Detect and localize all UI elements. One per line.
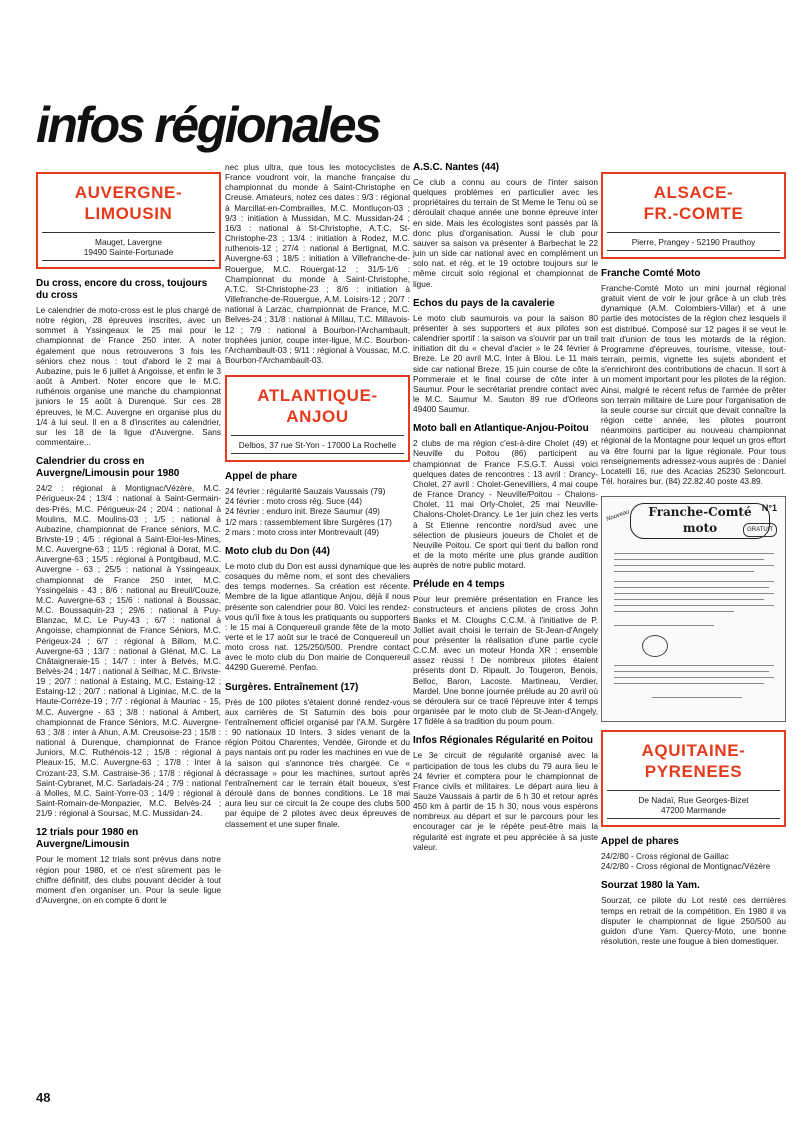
article-heading: 12 trials pour 1980 en Auvergne/Limousin — [36, 827, 139, 851]
article-body: Le calendrier de moto-cross est le plus chargé de notre région, 28 épreuves inscrites, avec un sommet à Yssingeaux le 25 mai pour le championnat de France 250 inter. A noter également que nous retrouverons 3 fois les séniors chez nous : tout d'abord le 2 mai à Aubazine, puis le 6 juillet à Angoisse, et enfin le 3 août à Ambert. Noter encore que le M.C. ruthénois organise une manche du championnat juniors le 15 août à Durenque. Sur ces 28 épreuves, le M.C. Auvergne en organise plus du 1/4 à lui seul. Il en a 8 d'inscrites au calendrier, sur les 18 de la ligue d'Auvergne. Sans commentaire... — [36, 305, 221, 448]
text-line — [614, 571, 754, 572]
column-2 — [225, 162, 410, 831]
article-heading: Du cross, encore du cross, toujours du cross — [36, 278, 208, 301]
article-heading: Calendrier du cross en Auvergne/Limousin pour 1980 — [36, 456, 180, 480]
region-header-auvergne — [36, 172, 221, 269]
region-title: AQUITAINE-PYRENEES — [641, 741, 746, 782]
event-line: 2 mars : moto cross inter Montrevault (49) — [225, 526, 380, 537]
cartoon-bubble-icon — [642, 635, 668, 657]
article-heading: A.S.C. Nantes (44) — [413, 162, 500, 173]
page-number: 48 — [36, 1090, 51, 1105]
article-body: Sourzat, ce pilote du Lot resté ces dernières temps en retrait de la compétition. En 1980 il va disputer le championnat de ligue 250/500 au guidon d'une Yam. Quercy-Moto, une bonne résolution, reste une fougue à bien domestiquer. — [601, 895, 786, 947]
text-line — [614, 581, 774, 582]
article-heading: Infos Régionales Régularité en Poitou — [413, 735, 594, 747]
article — [225, 471, 410, 537]
event-line: 24 février : régularité Sauzais Vaussais (79) — [225, 486, 386, 497]
article-heading: Surgères. Entraînement (17) — [225, 681, 359, 693]
article-heading: Appel de phares — [601, 836, 679, 848]
article — [601, 836, 786, 871]
article — [413, 579, 598, 726]
article — [225, 162, 410, 365]
text-line — [614, 683, 764, 684]
newsletter-issue: N°1 — [761, 503, 777, 514]
article-body: Le moto club du Don est aussi dynamique que les cosaques du même nom, et sont des chevaliers des temps modernes. Sa création est récente. Membre de la ligue atlantique Anjou, déjà il nous présente son calendrier pour 80. Voici les rendez-vous qu'il fixe à tous les pratiquants ou supporters : le 15 mai à Conquereuil grande fête de la moto verte et le 17 août sur le tracé de Conquereuil un moto cross nat. 125/250/500. Prendre contact avec le moto club du Don mairie de Conquereuil 44290 Gueremé. Penfao. — [225, 560, 410, 673]
article-body: nec plus ultra, que tous les motocyclistes de France voudront voir, la manche française du championnat du monde à Saint-Christophe en Creuse. Amateurs, notez ces dates : 9/3 : régional à Marcillat-en-Combrailles, M.C. Montluçon-03 ; 9/3 : initiation à Mussidan, M.C. Mussidan-24 ; 16/3 : national à St-Christophe, A.T.C. St-Christophe-23 ; 13/4 : initiation à Rodez, M.C. ruthenois-12 ; 27/4 : national à Bertignat, M.C. Auvergne-63 ; 18/5 : initiation à Villefranche-de-Rouergue, M.C. Rouergat-12 ; 31/5-1/6 : Championnat du monde à Saint-Christophe, A.T.C. St-Christophe-23 ; 8/6 : initiation à Villefranche-de-Rouergue, A.M. Loisirs-12 ; 20/7 : national à Larzac, championnat de France, M.C. Belves-24 ; 31/8 : national à Millau, T.C. Millavois-12 ; 7/9 : national à Bourbon-l'Archambault, trophées junior, coupe inter-ligue, M.C. Bourbon-l'Archambault-03 ; 9/11 : régional à Voussac, M.C. Bourbon-l'Archambault-03. — [225, 162, 410, 365]
article-heading: Prélude en 4 temps — [413, 579, 505, 591]
article — [225, 546, 410, 673]
text-line — [614, 599, 764, 600]
newsletter-badge: GRATUIT — [743, 523, 777, 537]
text-line — [614, 677, 774, 678]
region-header-aquitaine — [601, 730, 786, 827]
text-line — [614, 665, 774, 666]
newsletter-tag: Nouveau — [605, 509, 631, 524]
article-heading: Moto ball en Atlantique-Anjou-Poitou — [413, 423, 589, 435]
article-body: Pour leur première présentation en France les constructeurs et anciens pilotes de cross John Banks et M. Cloughs C.C.M. à l'initiative de P. Jolliet avait choisi le terrain de St-Jean-d'Angely pour présenter la réalisation d'une partie cycle C.C.M. avec un moteur Honda XR : ensemble assez réussi ! De nombreux pilotes étaient présents dont D. Ripault, Jo Tougeron, Benois, Belloc, Baron, Lacoste. Martineau, Verdier, Mardel. Une bonne journée prélude au 20 avril où se déroulera sur ce tracé l'épreuve inter 4 temps organisée par le moto club de St-Jean-d'Angely, 17 fidèle à sa tradition du poum poum. — [413, 594, 598, 727]
text-line — [614, 625, 714, 626]
article — [601, 268, 786, 486]
region-header-atlantique — [225, 375, 410, 462]
article-body: Le moto club saumurois va pour la saison 80 présenter à ses supporters et aux pilotes son calendrier sportif : la saison va s'ouvrir par un trail initiation dit du « cheval d'acier » le 24 février à Breze. Le 20 avril M.C. Inter à Blou. Le 11 mais side car national Breze. 15 juin course de côte la Pommeraie et le final course de côte inter à Saumur. Pour le secrétariat prendre contact avec le M.C. Saumur M. Sauton 89 rue d'Orleons 49400 Saumur. — [413, 312, 598, 415]
event-line: 24/2/80 - Cross régional de Montignac/Vézère — [601, 861, 771, 872]
event-line: 24 février : enduro init. Breze Saumur (49) — [225, 506, 380, 517]
article — [601, 880, 786, 946]
text-line — [614, 593, 774, 594]
region-title: ATLANTIQUE-ANJOU — [257, 386, 378, 427]
region-title: AUVERGNE-LIMOUSIN — [74, 183, 183, 223]
text-line — [614, 605, 774, 606]
region-address: Delbos, 37 rue St-Yon - 17000 La Rochelle — [231, 435, 404, 454]
article — [413, 735, 598, 852]
article-body — [225, 486, 410, 537]
article — [36, 456, 221, 818]
text-line — [614, 565, 774, 566]
event-line: 24 février : moto cross rég. Suce (44) — [225, 496, 362, 507]
address-line: Mauget, Lavergne — [95, 237, 162, 247]
article — [413, 162, 598, 289]
article-body: Franche-Comté Moto un mini journal régional gratuit vient de voir le jour grâce à un club très dynamique (A.M. Colombiers-Villar) et à une partie des motocistes de la région chez lesquels il est distribué. Composé sur 12 pages il se veut le trait d'union de tous les motards de la région. Programme d'épreuves, tourisme, vitesse, tout-terrain, permis, vignette les sujets abondent et s'enrichiront des contributions de chacun. Il sort à un moment important pour les pilotes de la région. Ainsi, malgré le récent refus de l'armée de prêter son terrain militaire de Lure pour l'organisation de la seule course sur circuit que devait connaître la région cette année, les pilotes pourront néanmoins participer au nouveau championnat régional de la Montagne pour lequel un gros effort va être fourni par la ligue régionale. Pour tous renseignements adressez-vous auprès de : Daniel Locatelli 16, rue des Acacias 25230 Seloncourt. Tél. horaires bur. (84) 22.82.40 poste 43.89. — [601, 283, 786, 486]
article-body: Ce club a connu au cours de l'inter saison quelques problèmes en particulier avec les propriétaires du terrain de St Meme le Tenu où se déroulait chaque année une bonne épreuve inter en side. Mais les écologistes sont passés par là donc plus d'organisation. Aussi le club pour sauver sa saison va présenter à Barbechat le 22 juin un side car national avec en complément un solo nat. et rég. et le 19 octobre toujours sur le même circuit solo régional et championnat de ligue. — [413, 177, 598, 289]
page-title: infos régionales — [36, 97, 380, 153]
text-line — [652, 697, 742, 698]
text-line — [614, 553, 774, 554]
article-heading: Franche Comté Moto — [601, 268, 701, 279]
article-body: Près de 100 pilotes s'étaient donné rendez-vous aux carrières de St Saturnin des bois pour l'entraînement officiel organisé par l'A.M. Surgère : 90 nationaux 10 Inters. 3 sides venant de la région Poitou Charentes, Vendée, Gironde et du pays nantais ont pu roder les machines en vue de la saison qui s'annonce très chargée. Ce « décrassage » pour les machines, surtout après l'entraînement car le terrain était boueux, s'est déroulé dans de bonnes conditions. Le 18 mai aura lieu sur ce circuit la 2e coupe des clubs 500 par équipe de 2 pilotes avec deux épreuves de classement et une super finale. — [225, 696, 410, 829]
address-line: 47200 Marmande — [660, 805, 727, 816]
newsletter-masthead: Franche-Comté moto — [630, 503, 770, 539]
column-3 — [413, 162, 598, 854]
article-heading: Moto club du Don (44) — [225, 545, 330, 557]
article — [413, 423, 598, 570]
text-line — [614, 559, 764, 560]
text-line — [614, 587, 769, 588]
region-title: ALSACE-FR.-COMTE — [643, 183, 744, 223]
text-line — [614, 611, 734, 612]
article-body: 2 clubs de ma région c'est-à-dire Cholet (49) et Neuville du Poitou (86) participent au championnat de France F.S.G.T. Aussi voici quelques dates de rencontres : 13 avril : Drancy-Cholet, 27 avril : Cholet-Genevilliers, 4 mai coupe de France Drancy - Neuville/Poitou - Chalons-Cholet, 11 mai Orly-Cholet, 25 mai Neuville-Chalons-Cholet-Drancy. Le 1er juin chez les verts à St Etienne rencontre nord/sud avec une sélection de plusieurs joueurs de Cholet et de Neuville Poitou. Ce sport qui tient du ballon rond et de la moto mérite une plus grande audition auprès de notre public motard. — [413, 438, 598, 571]
region-header-alsace — [601, 172, 786, 259]
article — [36, 827, 221, 905]
article — [413, 298, 598, 415]
text-line — [614, 671, 769, 672]
article-body: Le 3e circuit de régularité organisé avec la participation de tous les clubs du 79 aura lieu le 24 février et comptera pour le championnat de France civils et militaires. Le départ aura lieu à Sauze Vaussais à partir de 6 h 30 et retour après 450 km à partir de 15 h 30, nous vous espérons nombreux au départ et sur le parcours pour les encourager car je le répète peut-être mais la régularité est ingrate et peu appréciée à sa juste valeur. — [413, 750, 598, 852]
newsletter-image — [601, 496, 786, 722]
article-body: 24/2 : régional à Montignac/Vézère, M.C. Périgueux-24 ; 13/4 : national à Saint-Germain-des-Prés, M.C. Périgueux-24 ; 20/4 : national à Moulins, M.C. Moulins-03 ; 1/5 : national à Aubazine, championnat de France séniors, M.C. Brivste-19 ; 4/5 : régional à Saint-Eloi-les-Mines, M.C. Auvergne-63 ; 11/5 : régional à Dorat, M.C. Auvergne-63 ; 15/5 : régional à Pontgibaud, M.C. Auvergne - 63 ; 25/5 : national à Yssingeaux, championnat de France 250 inter, M.C. Yssingelais - 43 ; 8/6 : national au Breuil/Couze, M.C. Auvergne-63 ; 15/6 : national à Boussac, M.C. Boussaquin-23 ; 29/6 : national à Puy-Blanzac, M.C. Le Puy-43 ; 6/7 : national à Angoisse, championnat de France Séniors, M.C. Périgeux-24 ; 6/7 : régional à Billom, M.C. Auvergne-63 ; 13/7 : national à Glénat, M.C. La Châtaigneraie-15 ; 14/7 : inter à Belvès, M.C. Belvès-24 ; 14/7 : national à Seilhac, M.C. Brivste-19 ; 20/7 : national à Estaing, M.C. Estaing-12 ; Estaing-12 ; 20/7 : national à Liginiac, M.C. de la Haute-Corrèze-19 ; 7/7 : régional à Mauriac - 15, M.C. Auvergne - 63 ; 3/8 : national à Ambert, championnat de France Séniors, M.C. Auvergne-63 ; 3/8 : inter à Ahun, A.M. Creusoise-23 ; 15/8 : national à Durenque, championnat de France Juniors, M.C. Ruthénois-12 ; 15/8 : régional à Pleaux-15, M.C. Auvergne-63 ; 17/8 : Inter à Crozant-23, S.M. Castraise-36 ; 17/8 : régional à Saint-Cybranet, M.C. Sarladais-24 ; 7/9 : national à Molles, M.C. Saint-Yorre-03 ; 14/9 : régional à Saint-Romain-de-Monpazier, M.C. Belvès-24 ; 21/9 : régional à Soursac, M.C. Mussidan-24. — [36, 483, 221, 819]
article-body — [601, 851, 786, 871]
article-heading: Appel de phare — [225, 471, 298, 483]
article-heading: Echos du pays de la cavalerie — [413, 297, 555, 309]
article — [225, 682, 410, 829]
address-line: De Nadaï, Rue Georges-Bizet — [638, 795, 749, 806]
article-body: Pour le moment 12 trials sont prévus dans notre région pour 1980, et ce n'est sûrement pas le chiffre définitif, des clubs pouvant décider à tout moment d'en organiser un. Pour la seule ligue d'Auvergne, on en compte 6 dont le — [36, 854, 221, 905]
region-address — [607, 790, 780, 819]
column-1 — [36, 162, 221, 907]
article — [36, 278, 221, 447]
region-address — [42, 232, 215, 261]
address-line: 19490 Sainte-Fortunade — [83, 247, 174, 257]
event-line: 1/2 mars : rassemblement libre Surgères (17) — [225, 516, 392, 527]
event-line: 24/2/80 - Cross régional de Gaillac — [601, 851, 729, 862]
column-4 — [601, 162, 786, 948]
region-address: Pierre, Prangey - 52190 Prauthoy — [607, 232, 780, 251]
article-heading: Sourzat 1980 la Yam. — [601, 880, 700, 892]
